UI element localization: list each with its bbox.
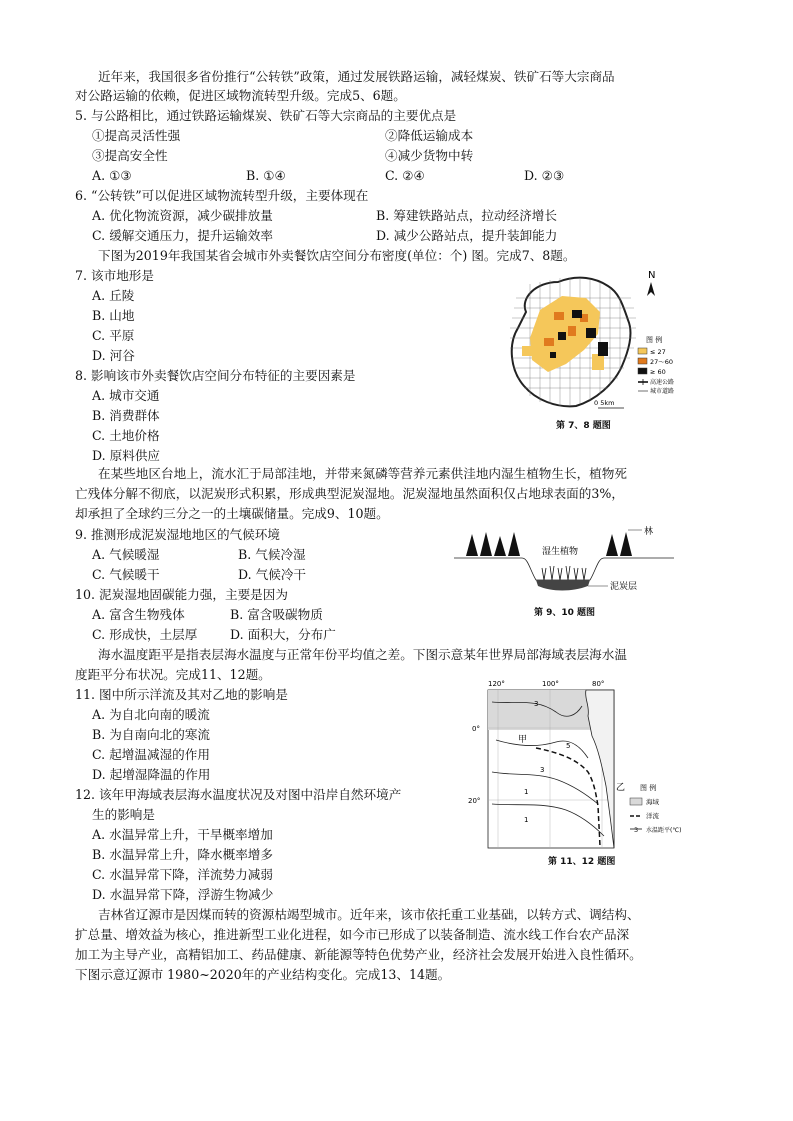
- caption-figure-7-8: 第 7、8 题图: [556, 421, 611, 431]
- q8-option-b: B. 消费群体: [92, 408, 160, 423]
- legend-sea-label: 海域: [646, 798, 659, 806]
- contour-label-3a: 3: [534, 700, 539, 708]
- forest-trees-right: [606, 532, 632, 556]
- q8-option-d: D. 原料供应: [92, 448, 161, 463]
- q5-option-b: B. ①④: [246, 168, 286, 183]
- intro-para-5-6-line1: 近年来，我国很多省份推行“公转铁”政策，通过发展铁路运输，减轻煤炭、铁矿石等大宗商品: [98, 69, 615, 84]
- intro-para-13-14-line4: 下图示意辽源市 1980~2020年的产业结构变化。完成13、14题。: [75, 967, 451, 982]
- lat-label-20: 20°: [468, 797, 481, 805]
- question-9-stem: 9. 推测形成泥炭湿地地区的气候环境: [75, 527, 280, 542]
- question-7-stem: 7. 该市地形是: [75, 268, 154, 283]
- question-12-stem-line2: 生的影响是: [92, 807, 155, 822]
- caption-figure-11-12: 第 11、12 题图: [548, 857, 616, 867]
- q11-option-b: B. 为自南向北的寒流: [92, 727, 211, 742]
- question-10-stem: 10. 泥炭湿地固碳能力强，主要是因为: [75, 587, 288, 602]
- intro-para-13-14-line2: 扩总量、增效益为核心，推进新型工业化进程，如今市已形成了以装备制造、流水线工作台农产品深: [75, 927, 630, 942]
- caption-figure-9-10: 第 9、10 题图: [534, 608, 596, 618]
- q6-option-a: A. 优化物流资源，减少碳排放量: [92, 208, 273, 223]
- terrain-profile: [454, 558, 674, 580]
- q9-option-d: D. 气候冷干: [238, 567, 307, 582]
- scale-label: 0 5km: [594, 399, 615, 407]
- question-6-stem: 6. “公转铁”可以促进区域物流转型升级，主要体现在: [75, 188, 369, 203]
- legend-swatch-low: [638, 348, 647, 354]
- lon-label-120: 120°: [488, 680, 505, 688]
- lon-label-100: 100°: [542, 680, 559, 688]
- q7-option-d: D. 河谷: [92, 348, 135, 363]
- contour-label-3b: 3: [540, 766, 545, 774]
- intro-para-9-10-line3: 却承担了全球约三分之一的土壤碳储量。完成9、10题。: [75, 506, 389, 521]
- q8-option-a: A. 城市交通: [92, 388, 160, 403]
- q10-option-a: A. 富含生物残体: [92, 607, 185, 622]
- legend-street-label: 城市道路: [650, 388, 675, 395]
- intro-para-5-6-line2: 对公路运输的依赖，促进区域物流转型升级。完成5、6题。: [75, 88, 406, 103]
- north-arrow-icon: [647, 282, 655, 296]
- legend-contour-sample: 3: [634, 826, 639, 834]
- q5-option-a: A. ①③: [92, 168, 132, 183]
- q10-option-c: C. 形成快，土层厚: [92, 627, 198, 642]
- legend-current-label: 洋流: [646, 812, 659, 820]
- lat-label-0: 0°: [472, 725, 480, 733]
- intro-para-13-14-line1: 吉林省辽源市是因煤而转的资源枯竭型城市。近年来，该市依托重工业基础，以转方式、调结构、: [98, 907, 640, 922]
- wetland-plants-label: 湿生植物: [542, 547, 579, 557]
- q12-option-c: C. 水温异常下降，洋流势力减弱: [92, 867, 273, 882]
- legend-swatch-mid: [638, 358, 647, 364]
- q7-option-a: A. 丘陵: [92, 288, 135, 303]
- legend-expressway-label: 高速公路: [650, 379, 675, 386]
- intro-para-9-10-line2: 亡残体分解不彻底，以泥炭形式积累，形成典型泥炭湿地。泥炭湿地虽然面积仅占地球表面的3%，: [75, 486, 624, 501]
- city-map-svg: [496, 268, 696, 418]
- legend-contour-label: 水温距平(℃): [646, 827, 682, 834]
- q8-option-c: C. 土地价格: [92, 428, 160, 443]
- sst-legend-title: 图 例: [640, 784, 657, 792]
- q12-option-d: D. 水温异常下降，浮游生物减少: [92, 887, 274, 902]
- q5-item-1: ①提高灵活性强: [92, 128, 181, 143]
- legend-swatch-high: [638, 368, 647, 374]
- peat-layer-label: 泥炭层: [610, 582, 638, 592]
- contour-label-1a: 1: [524, 788, 529, 796]
- forest-trees-left: [466, 532, 520, 556]
- contour-label-1b: 1: [524, 816, 529, 824]
- peat-wetland-svg: [452, 526, 682, 602]
- lon-label-80: 80°: [592, 680, 605, 688]
- question-12-stem-line1: 12. 该年甲海域表层海水温度状况及对图中沿岸自然环境产: [75, 787, 402, 802]
- q6-option-d: D. 减少公路站点，提升装卸能力: [376, 228, 558, 243]
- q11-option-d: D. 起增湿降温的作用: [92, 767, 211, 782]
- intro-para-11-12-line1: 海水温度距平是指表层海水温度与正常年份平均值之差。下图示意某年世界局部海域表层海水温: [98, 647, 627, 662]
- question-11-stem: 11. 图中所示洋流及其对乙地的影响是: [75, 687, 288, 702]
- q5-item-2: ②降低运输成本: [385, 128, 474, 143]
- q5-option-d: D. ②③: [524, 168, 565, 183]
- q5-item-4: ④减少货物中转: [385, 148, 474, 163]
- q9-option-c: C. 气候暖干: [92, 567, 160, 582]
- q10-option-d: D. 面积大，分布广: [230, 627, 336, 642]
- question-8-stem: 8. 影响该市外卖餐饮店空间分布特征的主要因素是: [75, 368, 356, 383]
- q7-option-c: C. 平原: [92, 328, 135, 343]
- legend-sea-swatch: [630, 798, 642, 805]
- contour-label-5: 5: [566, 742, 571, 750]
- q6-option-c: C. 缓解交通压力，提升运输效率: [92, 228, 273, 243]
- north-label: N: [648, 270, 656, 281]
- q12-option-a: A. 水温异常上升，干旱概率增加: [92, 827, 273, 842]
- q9-option-b: B. 气候冷湿: [238, 547, 306, 562]
- q5-item-3: ③提高安全性: [92, 148, 168, 163]
- q7-option-b: B. 山地: [92, 308, 135, 323]
- question-5-stem: 5. 与公路相比，通过铁路运输煤炭、铁矿石等大宗商品的主要优点是: [75, 108, 457, 123]
- sst-map-svg: [466, 676, 688, 852]
- intro-para-13-14-line3: 加工为主导产业，高精铝加工、药品健康、新能源等特色优势产业，经济社会发展开始进入良性循环。: [75, 947, 642, 962]
- legend-label-mid: 27～60: [650, 358, 674, 366]
- intro-para-9-10-line1: 在某些地区台地上，流水汇于局部洼地，并带来氮磷等营养元素供洼地内湿生植物生长，植物死: [98, 466, 627, 481]
- forest-label: 林: [644, 527, 654, 537]
- q11-option-a: A. 为自北向南的暖流: [92, 707, 210, 722]
- wetland-plants: [542, 566, 586, 580]
- map-legend-title: 图 例: [646, 336, 663, 344]
- intro-para-11-12-line2: 度距平分布状况。完成11、12题。: [75, 667, 271, 682]
- legend-label-high: ≥ 60: [650, 368, 666, 376]
- q12-option-b: B. 水温异常上升，降水概率增多: [92, 847, 273, 862]
- q5-option-c: C. ②④: [385, 168, 425, 183]
- peat-layer-shape: [536, 580, 590, 591]
- figure-city-map: [496, 268, 696, 418]
- q11-option-c: C. 起增温减湿的作用: [92, 747, 210, 762]
- figure-peat-wetland: [452, 526, 682, 602]
- q6-option-b: B. 筹建铁路站点，拉动经济增长: [376, 208, 557, 223]
- figure-sst-anomaly-map: [466, 676, 688, 852]
- intro-para-7-8: 下图为2019年我国某省会城市外卖餐饮店空间分布密度(单位：个) 图。完成7、8题。: [98, 248, 576, 263]
- q9-option-a: A. 气候暖湿: [92, 547, 160, 562]
- place-yi-label: 乙: [616, 783, 626, 793]
- q10-option-b: B. 富含吸碳物质: [230, 607, 323, 622]
- legend-label-low: ≤ 27: [650, 348, 666, 356]
- place-jia-label: 甲: [518, 735, 528, 745]
